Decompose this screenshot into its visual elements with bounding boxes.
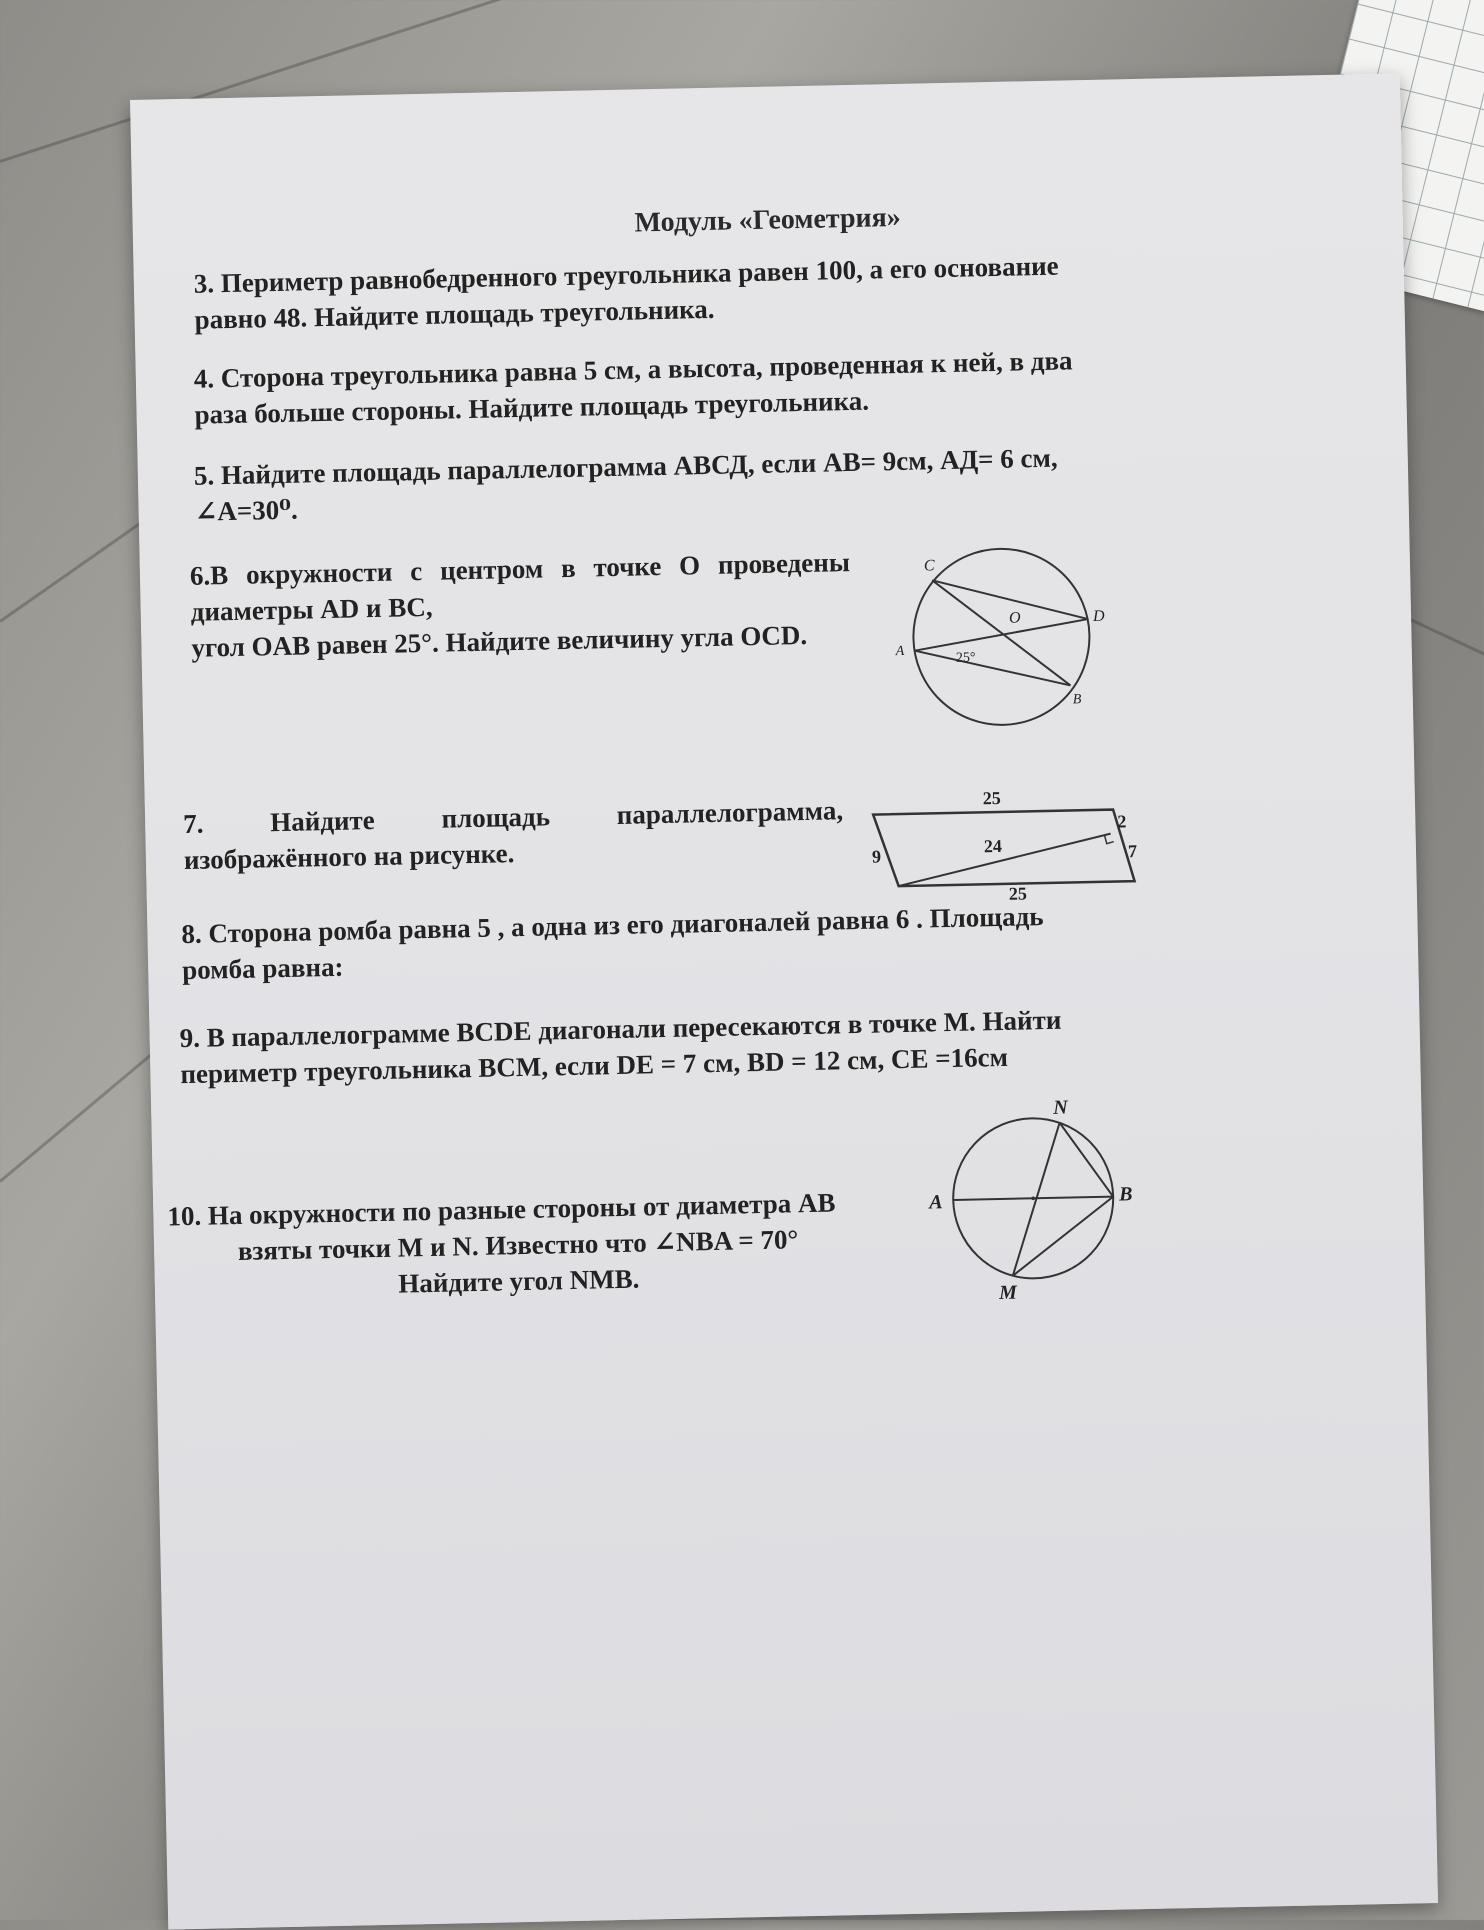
task-9-line-1: 9. В параллелограмме BCDE диагонали пересекаются в точке М. Найти xyxy=(179,1004,1062,1054)
task-6-line-1: 6.В окружности с центром в точке О проведены xyxy=(189,547,851,591)
task-8-line-1: 8. Сторона ромба равна 5 , а одна из его диагоналей равна 6 . Площадь xyxy=(181,901,1044,950)
page-title: Модуль «Геометрия» xyxy=(634,201,902,239)
label-right-2: 2 xyxy=(1117,811,1127,832)
task-9-line-2: периметр треугольника BCM, если DE = 7 см, BD = 12 см, CE =16см xyxy=(180,1041,1009,1090)
worksheet-page xyxy=(130,73,1438,1929)
task-5-line-2: ∠А=30⁰. xyxy=(194,494,299,527)
task-6-line-2: диаметры AD и BC, xyxy=(190,591,433,627)
task-10-line-2: взяты точки M и N. Известно что ∠NBA = 70° xyxy=(237,1224,799,1266)
label-b: B xyxy=(1118,1183,1133,1206)
task-7 xyxy=(183,793,844,879)
label-d: D xyxy=(1092,607,1105,625)
label-n: N xyxy=(1053,1096,1068,1119)
label-o: O xyxy=(1008,609,1021,627)
task-3-line-2: равно 48. Найдите площадь треугольника. xyxy=(194,293,715,335)
label-c: C xyxy=(923,557,935,575)
task-9 xyxy=(179,999,1260,1093)
label-height-24: 24 xyxy=(983,835,1003,857)
task-4-line-1: 4. Сторона треугольника равна 5 см, а высота, проведенная к ней, в два xyxy=(193,345,1073,394)
circle-ocd-figure xyxy=(879,534,1133,749)
label-left-9: 9 xyxy=(871,846,882,867)
label-bottom-25: 25 xyxy=(1008,883,1028,904)
circle-nmb-figure xyxy=(921,1094,1145,1309)
angle-label: 25° xyxy=(955,650,976,666)
task-6 xyxy=(190,545,852,667)
task-4 xyxy=(193,339,1264,433)
task-3-line-1: 3. Периметр равнобедренного треугольника равен 100, а его основание xyxy=(193,250,1059,299)
task-5-line-1: 5. Найдите площадь параллелограмма АВСД, если АВ= 9см, АД= 6 см, xyxy=(193,442,1058,491)
label-a: A xyxy=(895,643,905,660)
task-4-line-2: раза больше стороны. Найдите площадь треугольника. xyxy=(194,385,870,430)
label-top-25: 25 xyxy=(982,787,1002,809)
task-3 xyxy=(194,244,1265,338)
task-10-line-1: 10. На окружности по разные стороны от диаметра AB xyxy=(167,1187,836,1232)
task-7-line-1: 7. Найдите площадь параллелограмма, xyxy=(182,795,844,840)
task-6-line-3: угол OAB равен 25°. Найдите величину угла OCD. xyxy=(191,619,808,663)
label-b: B xyxy=(1072,692,1082,708)
label-right-7: 7 xyxy=(1127,841,1138,862)
label-m: M xyxy=(998,1281,1018,1305)
label-a: A xyxy=(929,1191,943,1214)
parallelogram-figure xyxy=(854,769,1157,905)
task-10-line-3: Найдите угол NMB. xyxy=(397,1263,640,1299)
task-8-line-2: ромба равна: xyxy=(181,951,344,985)
task-5 xyxy=(194,436,1265,530)
task-8 xyxy=(181,894,1262,988)
task-10 xyxy=(167,1185,869,1307)
task-7-line-2: изображённого на рисунке. xyxy=(183,838,515,875)
